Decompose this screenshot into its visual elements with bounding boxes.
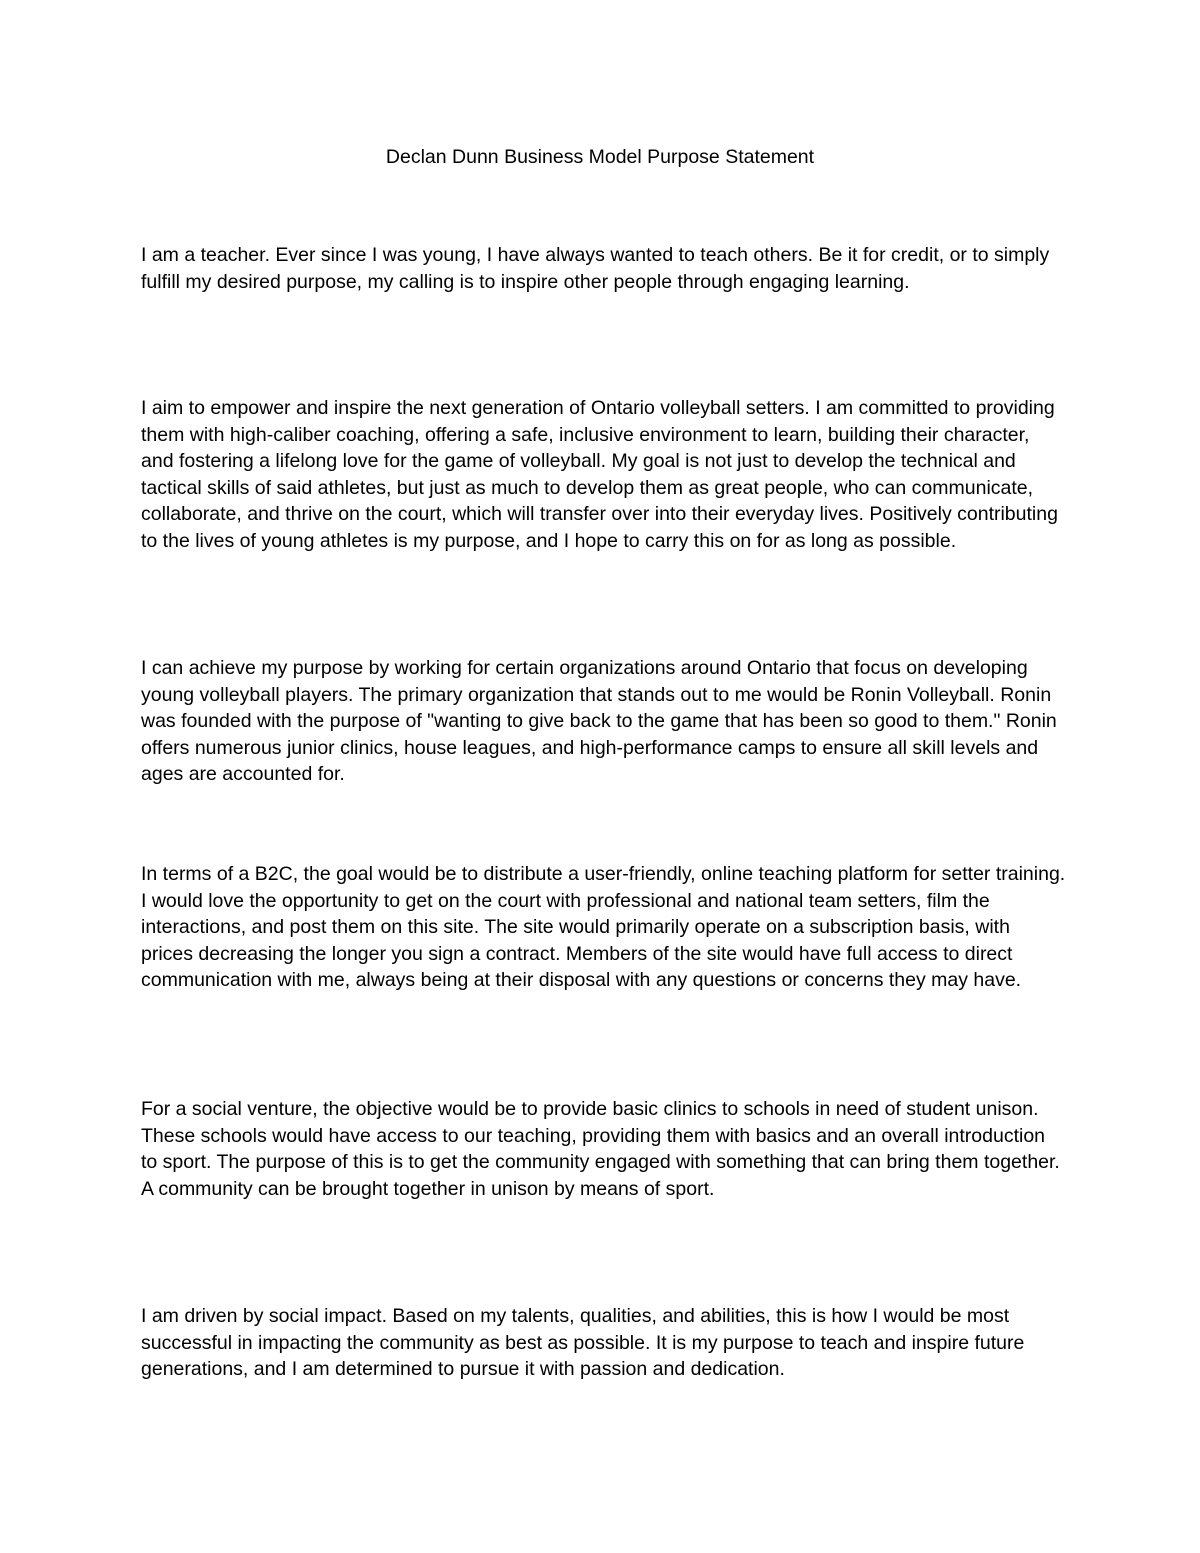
paragraph-mission: I aim to empower and inspire the next generation of Ontario volleyball setters. I am committed to providing them with high-caliber coaching, offering a safe, inclusive environment to learn, building their character, and fostering a lifelong love for the game of volleyball. My goal is not just to develop the technical and tactical skills of said athletes, but just as much to develop them as great people, who can communicate, collaborate, and thrive on the court, which will transfer over into their everyday lives. Positively contributing to the lives of young athletes is my purpose, and I hope to carry this on for as long as possible. [141, 397, 1058, 552]
document-title: Declan Dunn Business Model Purpose Statement [385, 146, 815, 168]
paragraph-teacher-intro: I am a teacher. Ever since I was young, I have always wanted to teach others. Be it for credit, or to simply fulfill my desired purpose, my calling is to inspire other people through engaging learning. [141, 244, 1050, 293]
paragraph-social-venture: For a social venture, the objective would be to provide basic clinics to schools in need of student unison. These schools would have access to our teaching, providing them with basics and an overall introduction to sport. The purpose of this is to get the community engaged with something that can bring them together. A community can be brought together in unison by means of sport. [141, 1098, 1060, 1200]
paragraph-b2c: In terms of a B2C, the goal would be to distribute a user-friendly, online teaching platform for setter training. I would love the opportunity to get on the court with professional and national team setters, film the interactions, and post them on this site. The site would primarily operate on a subscription basis, with prices decreasing the longer you sign a contract. Members of the site would have full access to direct communication with me, always being at their disposal with any questions or concerns they may have. [141, 863, 1066, 992]
paragraph-conclusion: I am driven by social impact. Based on my talents, qualities, and abilities, this is how I would be most successful in impacting the community as best as possible. It is my purpose to teach and inspire future generations, and I am determined to pursue it with passion and dedication. [141, 1305, 1025, 1381]
paragraph-organizations: I can achieve my purpose by working for certain organizations around Ontario that focus on developing young volleyball players. The primary organization that stands out to me would be Ronin Volleyball. Ronin was founded with the purpose of "wanting to give back to the game that has been so good to them." Ronin offers numerous junior clinics, house leagues, and high-performance camps to ensure all skill levels and ages are accounted for. [141, 657, 1057, 786]
